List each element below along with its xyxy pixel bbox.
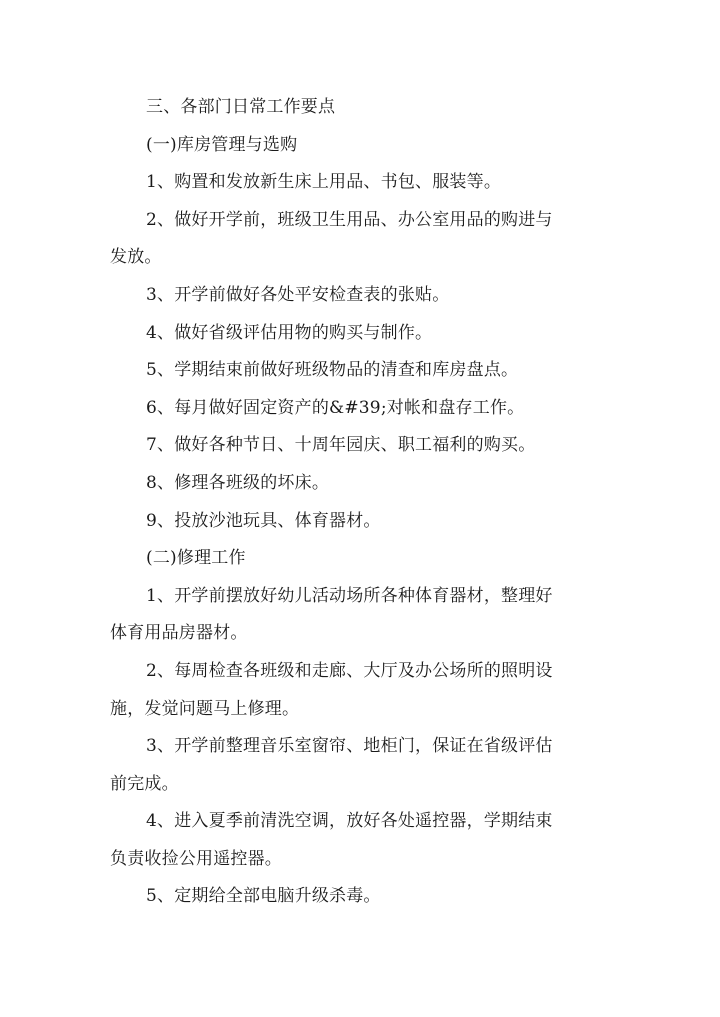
paragraph-line: 8、修理各班级的坏床。 bbox=[146, 472, 330, 493]
paragraph-line: 7、做好各种节日、十周年园庆、职工福利的购买。 bbox=[146, 435, 536, 456]
paragraph-continuation: 发放。 bbox=[110, 247, 162, 268]
section-heading: 三、各部门日常工作要点 bbox=[146, 97, 336, 117]
paragraph-line: 9、投放沙池玩具、体育器材。 bbox=[146, 510, 381, 531]
paragraph-continuation: 施，发觉问题马上修理。 bbox=[110, 698, 300, 719]
paragraph-line: 3、开学前做好各处平安检查表的张贴。 bbox=[146, 284, 450, 305]
subsection-heading-repair: (二)修理工作 bbox=[146, 548, 246, 569]
paragraph-line: 2、做好开学前，班级卫生用品、办公室用品的购进与 bbox=[146, 209, 553, 230]
paragraph-line: 5、学期结束前做好班级物品的清查和库房盘点。 bbox=[146, 360, 519, 381]
document-body bbox=[110, 89, 615, 916]
subsection-heading-warehouse: (一)库房管理与选购 bbox=[146, 134, 298, 155]
paragraph-continuation: 负责收捡公用遥控器。 bbox=[110, 848, 282, 869]
paragraph-continuation: 体育用品房器材。 bbox=[110, 623, 248, 644]
paragraph-line: 5、定期给全部电脑升级杀毒。 bbox=[146, 886, 381, 907]
paragraph-line: 1、开学前摆放好幼儿活动场所各种体育器材，整理好 bbox=[146, 585, 553, 606]
paragraph-line: 6、每月做好固定资产的&#39;对帐和盘存工作。 bbox=[146, 397, 525, 418]
paragraph-line: 4、做好省级评估用物的购买与制作。 bbox=[146, 322, 433, 343]
paragraph-line: 4、进入夏季前清洗空调，放好各处遥控器，学期结束 bbox=[146, 811, 553, 832]
paragraph-continuation: 前完成。 bbox=[110, 773, 179, 794]
paragraph-line: 2、每周检查各班级和走廊、大厅及办公场所的照明设 bbox=[146, 660, 553, 681]
paragraph-line: 3、开学前整理音乐室窗帘、地柜门，保证在省级评估 bbox=[146, 736, 553, 757]
paragraph-line: 1、购置和发放新生床上用品、书包、服装等。 bbox=[146, 172, 502, 193]
